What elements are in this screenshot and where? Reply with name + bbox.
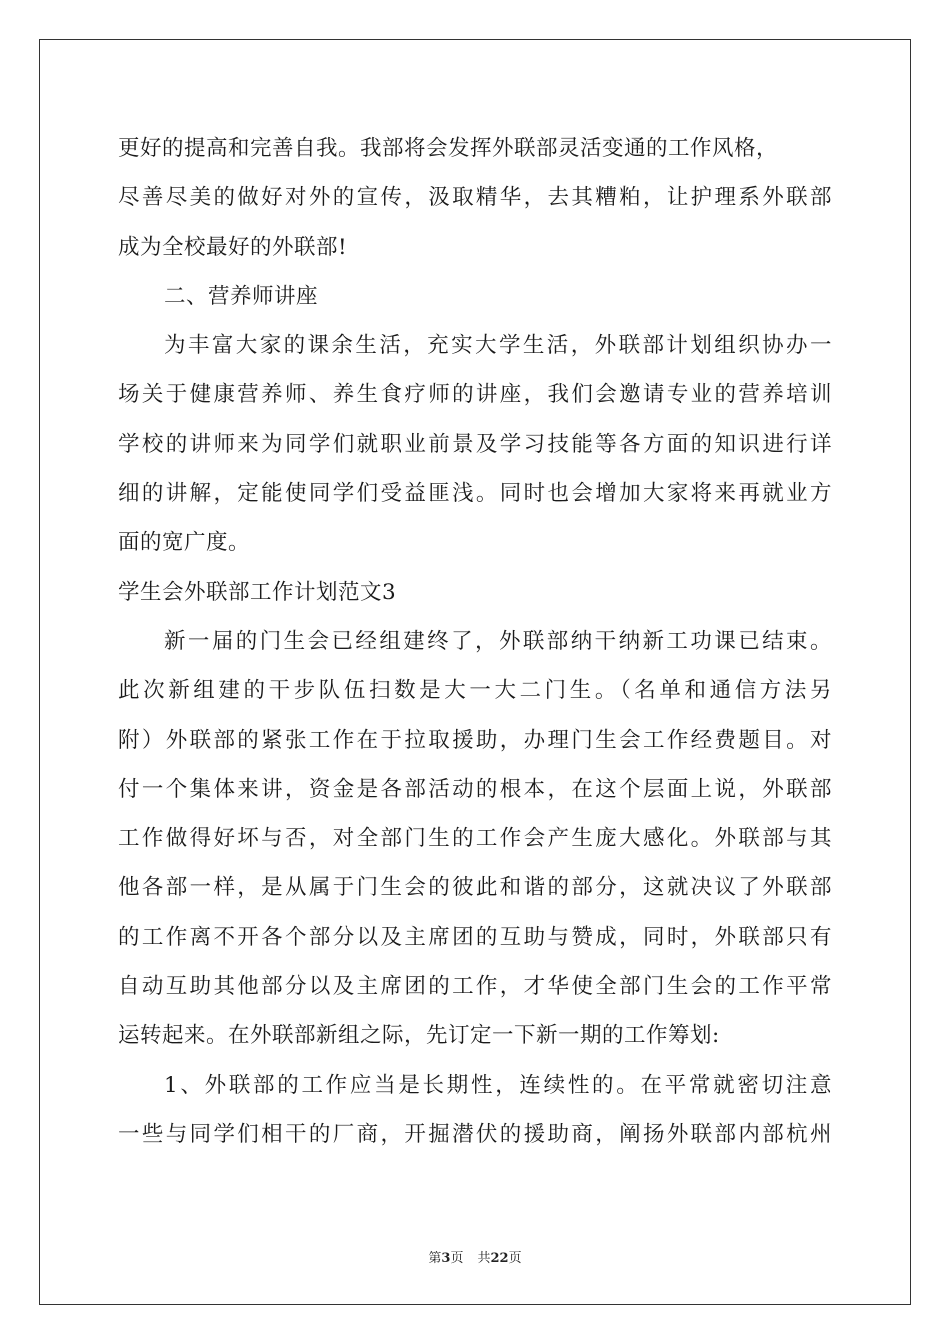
document-body: [118, 124, 832, 1159]
text-line: 自动互助其他部分以及主席团的工作，才华使全部门生会的工作平常: [118, 974, 832, 1000]
text-line: 学校的讲师来为同学们就职业前景及学习技能等各方面的知识进行详: [118, 431, 832, 457]
text-line: 的工作离不开各个部分以及主席团的互助与赞成，同时，外联部只有: [118, 924, 832, 950]
current-page-number: 3: [441, 1251, 451, 1266]
document-title: 学生会外联部工作计划范文3: [118, 579, 397, 605]
text-line: 细的讲解，定能使同学们受益匪浅。同时也会增加大家将来再就业方: [118, 481, 832, 507]
text-line: 运转起来。在外联部新组之际，先订定一下新一期的工作筹划:: [118, 1023, 720, 1049]
footer-total-unit: 页: [508, 1251, 522, 1266]
text-line: 尽善尽美的做好对外的宣传，汲取精华，去其糟粕，让护理系外联部: [118, 185, 832, 211]
footer-prefix: 第: [428, 1251, 442, 1266]
text-line: 他各部一样，是从属于门生会的彼此和谐的部分，这就决议了外联部: [118, 875, 832, 901]
text-line: 付一个集体来讲，资金是各部活动的根本，在这个层面上说，外联部: [118, 776, 832, 802]
total-pages-number: 22: [490, 1251, 509, 1266]
section-heading: 二、营养师讲座: [164, 283, 319, 309]
text-line: 附）外联部的紧张工作在于拉取援助，办理门生会工作经费题目。对: [118, 727, 832, 753]
footer-total-prefix: 共: [477, 1251, 491, 1266]
text-line: 新一届的门生会已经组建终了，外联部纳干纳新工功课已结束。: [164, 628, 832, 654]
text-line: 一些与同学们相干的厂商，开掘潜伏的援助商，阐扬外联部内部杭州: [118, 1121, 832, 1147]
footer-page-unit: 页: [450, 1251, 464, 1266]
text-line: 为丰富大家的课余生活，充实大学生活，外联部计划组织协办一: [164, 333, 832, 359]
text-line: 面的宽广度。: [118, 530, 251, 556]
text-line: 场关于健康营养师、养生食疗师的讲座，我们会邀请专业的营养培训: [118, 382, 832, 408]
text-line: 更好的提高和完善自我。我部将会发挥外联部灵活变通的工作风格，: [118, 136, 779, 161]
text-line: 此次新组建的干步队伍扫数是大一大二门生。（名单和通信方法另: [118, 678, 832, 704]
page-footer: [0, 1247, 950, 1266]
text-line: 成为全校最好的外联部!: [118, 234, 348, 260]
text-line: 1、外联部的工作应当是长期性，连续性的。在平常就密切注意: [164, 1072, 832, 1098]
text-line: 工作做得好坏与否，对全部门生的工作会产生庞大感化。外联部与其: [118, 826, 832, 852]
